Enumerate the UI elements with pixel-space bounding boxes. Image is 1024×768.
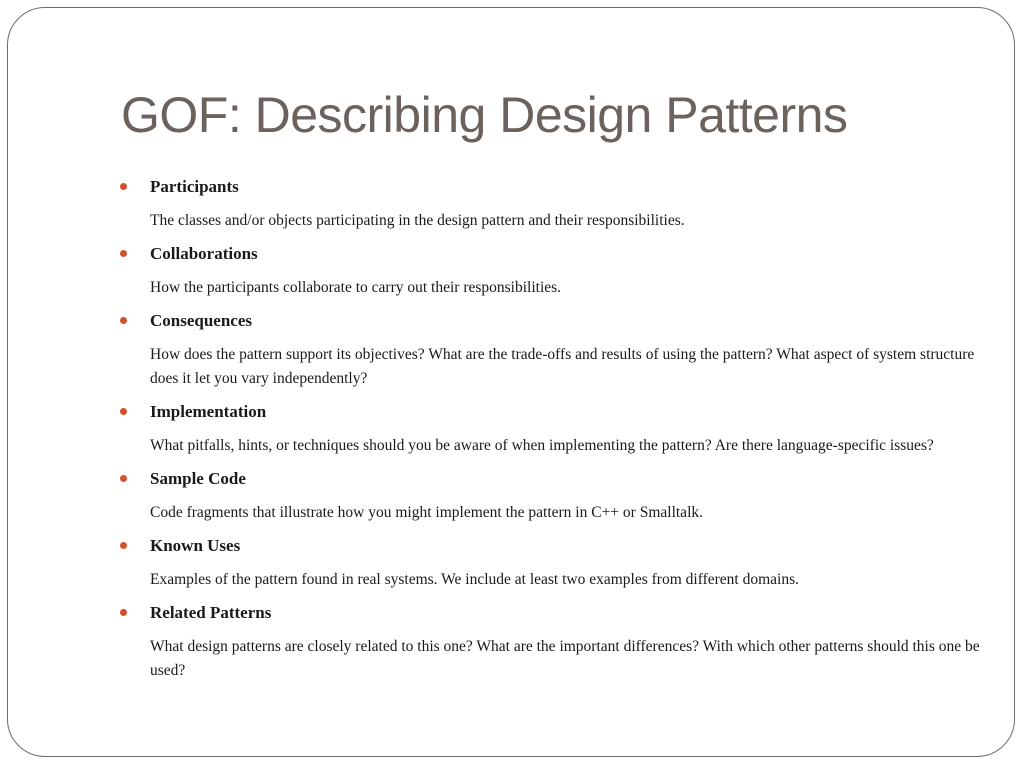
item-heading: Sample Code <box>150 469 246 488</box>
list-item-implementation <box>120 401 990 458</box>
bullet-dot-icon <box>120 475 127 482</box>
item-description: The classes and/or objects participating in the design pattern and their responsibilities. <box>150 212 685 229</box>
slide-frame <box>7 7 1015 757</box>
bullet-dot-icon <box>120 408 127 415</box>
item-heading: Consequences <box>150 311 253 330</box>
bullet-dot-icon <box>120 542 127 549</box>
item-heading: Participants <box>150 177 239 196</box>
bullet-dot-icon <box>120 317 127 324</box>
bullet-dot-icon <box>120 250 127 257</box>
item-description: What design patterns are closely related to this one? What are the important differences? With which other patterns should this one be used? <box>150 638 980 679</box>
bullet-dot-icon <box>120 609 127 616</box>
item-description: How the participants collaborate to carry out their responsibilities. <box>150 279 562 296</box>
item-heading: Collaborations <box>150 244 258 263</box>
bullet-list <box>120 176 990 693</box>
item-description: How does the pattern support its objectives? What are the trade-offs and results of using the pattern? What aspect of system structure does it let you vary independently? <box>150 346 975 387</box>
list-item-known-uses <box>120 535 990 592</box>
slide-title: GOF: Describing Design Patterns <box>121 87 848 143</box>
item-heading: Implementation <box>150 402 267 421</box>
list-item-collaborations <box>120 243 990 300</box>
bullet-dot-icon <box>120 183 127 190</box>
list-item-related-patterns <box>120 602 990 683</box>
item-heading: Known Uses <box>150 536 241 555</box>
item-description: Examples of the pattern found in real systems. We include at least two examples from different domains. <box>150 571 800 588</box>
item-description: What pitfalls, hints, or techniques should you be aware of when implementing the pattern? Are there language-specific issues? <box>150 437 934 454</box>
list-item-participants <box>120 176 990 233</box>
item-heading: Related Patterns <box>150 603 272 622</box>
item-description: Code fragments that illustrate how you might implement the pattern in C++ or Smalltalk. <box>150 504 703 521</box>
list-item-consequences <box>120 310 990 391</box>
list-item-sample-code <box>120 468 990 525</box>
